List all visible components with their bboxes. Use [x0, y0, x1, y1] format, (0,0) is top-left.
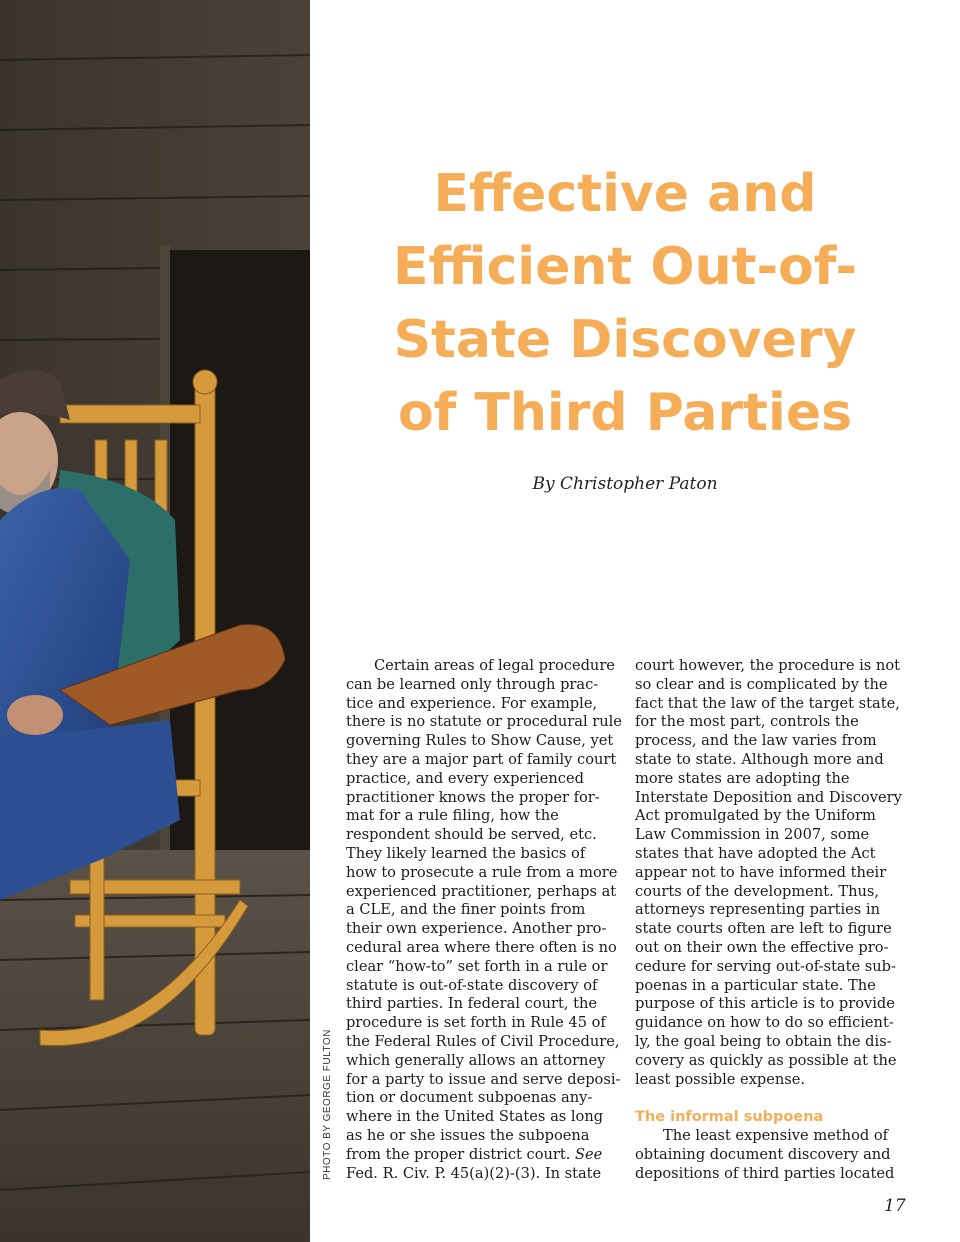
text-line: Law Commission in 2007, some: [635, 826, 870, 844]
text-line: least possible expense.: [635, 1070, 806, 1088]
text-line: depositions of third parties located: [635, 1164, 895, 1182]
text-line: tice and experience. For example,: [346, 694, 598, 712]
text-line: guidance on how to do so efficient-: [635, 1014, 894, 1032]
body-column-1: [346, 657, 622, 1183]
photo-credit-text: PHOTO BY GEORGE FULTON: [322, 1029, 333, 1180]
text-line: their own experience. Another pro-: [346, 920, 607, 938]
text-line: procedure is set forth in Rule 45 of: [346, 1014, 606, 1032]
text-line: cedure for serving out-of-state sub-: [635, 957, 896, 975]
title-line: State Discovery: [393, 310, 857, 370]
text-line: experienced practitioner, perhaps at: [346, 882, 617, 900]
photo-credit: [322, 1029, 336, 1180]
text-line: as he or she issues the subpoena: [346, 1126, 590, 1144]
text-line: state to state. Although more and: [635, 750, 884, 768]
text-line: court however, the procedure is not: [635, 657, 900, 674]
text-line: Fed. R. Civ. P. 45(a)(2)-(3). In state: [346, 1164, 602, 1182]
text-line: Interstate Deposition and Discovery: [635, 788, 902, 806]
page-number: 17: [884, 1196, 906, 1216]
text-line: process, and the law varies from: [635, 732, 877, 750]
text-line: where in the United States as long: [346, 1108, 604, 1126]
article-title: [340, 158, 910, 450]
text-segment: from the proper district court.: [346, 1145, 571, 1163]
text-line: they are a major part of family court: [346, 750, 617, 768]
text-line: cedural area where there often is no: [346, 938, 617, 956]
text-line: attorneys representing parties in: [635, 901, 880, 919]
text-line: third parties. In federal court, the: [346, 995, 598, 1013]
text-line: clear “how-to” set forth in a rule or: [346, 957, 608, 975]
cover-photo: [0, 0, 310, 1242]
text-line: statute is out-of-state discovery of: [346, 976, 598, 994]
text-line: more states are adopting the: [635, 769, 850, 787]
text-line: Certain areas of legal procedure: [374, 657, 615, 674]
text-line: ly, the goal being to obtain the dis-: [635, 1032, 892, 1050]
text-line: They likely learned the basics of: [346, 844, 586, 862]
title-line: Efficient Out-of-: [392, 237, 858, 297]
see-signal: See: [575, 1145, 603, 1163]
text-line: can be learned only through prac-: [346, 675, 599, 693]
text-line: Act promulgated by the Uniform: [635, 807, 876, 825]
text-line: out on their own the effective pro-: [635, 938, 889, 956]
text-line: appear not to have informed their: [635, 863, 887, 881]
text-line: so clear and is complicated by the: [635, 675, 888, 693]
section-subhead: The informal subpoena: [635, 1109, 824, 1126]
text-line: mat for a rule filing, how the: [346, 807, 559, 825]
text-line: respondent should be served, etc.: [346, 826, 597, 844]
paragraph: [635, 1127, 905, 1183]
text-line: practice, and every experienced: [346, 769, 584, 787]
text-line: purpose of this article is to provide: [635, 995, 895, 1013]
text-line: there is no statute or procedural rule: [346, 713, 622, 731]
text-line: for the most part, controls the: [635, 713, 859, 731]
text-line: practitioner knows the proper for-: [346, 788, 600, 806]
text-line: states that have adopted the Act: [635, 844, 876, 862]
title-line: Effective and: [433, 164, 817, 224]
text-line: how to prosecute a rule from a more: [346, 863, 618, 881]
text-line: obtaining document discovery and: [635, 1146, 891, 1164]
text-line: tion or document subpoenas any-: [346, 1089, 593, 1107]
text-line: poenas in a particular state. The: [635, 976, 876, 994]
text-line: courts of the development. Thus,: [635, 882, 880, 900]
text-line: covery as quickly as possible at the: [635, 1051, 897, 1069]
text-line: fact that the law of the target state,: [635, 694, 900, 712]
text-line: for a party to issue and serve deposi-: [346, 1070, 621, 1088]
text-line: which generally allows an attorney: [346, 1051, 606, 1069]
text-line: the Federal Rules of Civil Procedure,: [346, 1032, 620, 1050]
rocking-chair-photo: [0, 0, 310, 1242]
text-line: [346, 1146, 616, 1165]
paragraph: [635, 657, 905, 1089]
byline: By Christopher Paton: [532, 474, 718, 494]
paragraph: [346, 657, 622, 1183]
text-line: state courts often are left to figure: [635, 920, 892, 938]
text-line: governing Rules to Show Cause, yet: [346, 732, 614, 750]
text-line: a CLE, and the finer points from: [346, 901, 586, 919]
title-line: of Third Parties: [397, 383, 853, 443]
text-line: The least expensive method of: [663, 1127, 889, 1145]
body-column-2: [635, 657, 905, 1184]
